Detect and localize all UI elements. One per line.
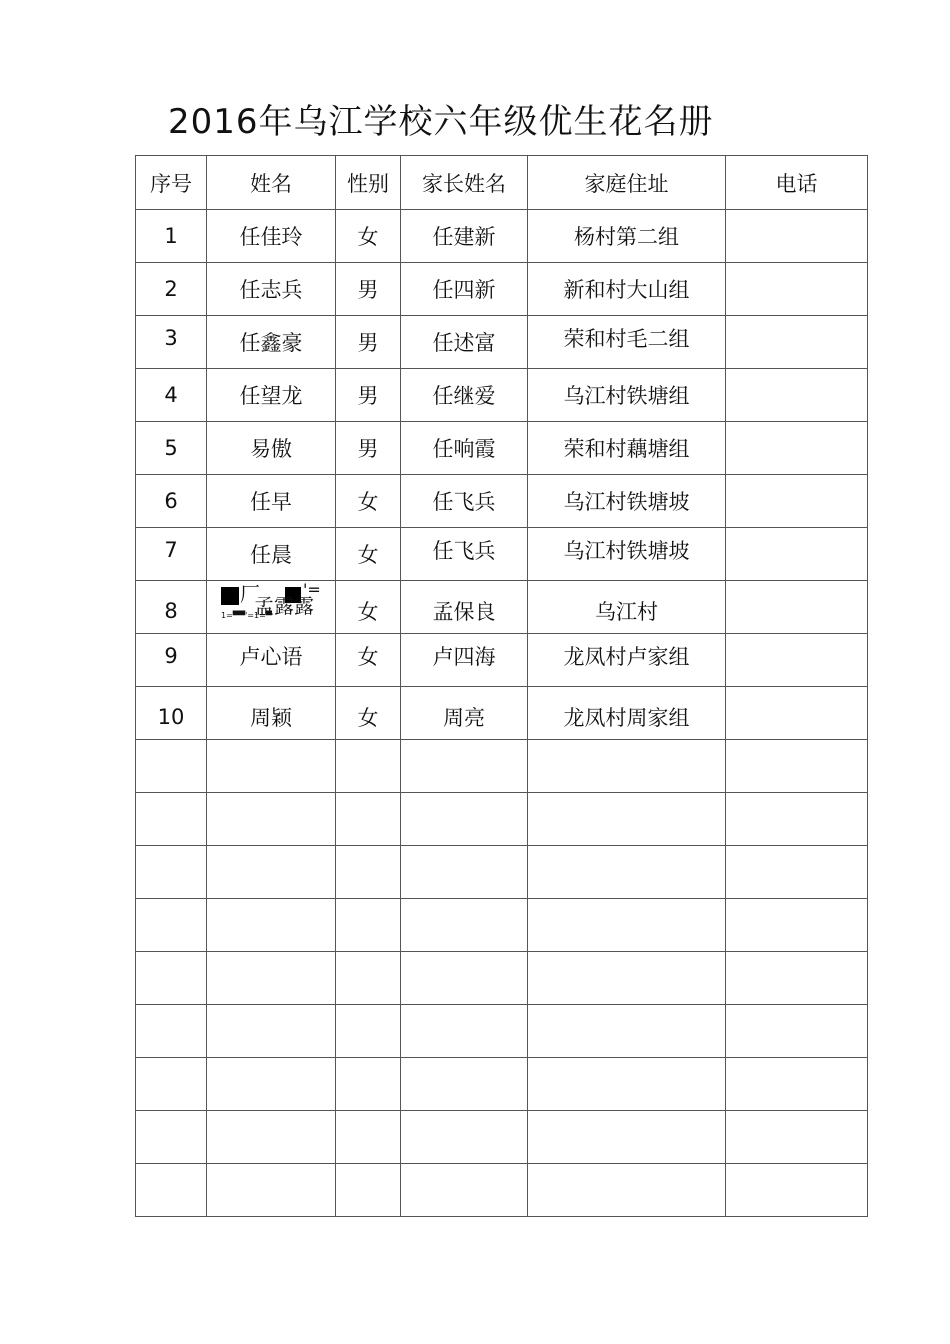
cell-parent-name: 任建新 [401,210,528,263]
empty-table-row [136,952,868,1005]
smudged-name-cell [216,580,326,625]
cell-parent-name: 任飞兵 [401,475,528,528]
cell-index: 4 [136,369,207,422]
cell-index: 2 [136,263,207,316]
cell-index: 9 [164,644,178,668]
cell-name: 孟露露 [254,593,314,618]
cell-address: 龙凤村卢家组 [563,645,690,669]
cell-phone [726,210,868,263]
empty-table-row [136,1111,868,1164]
header-index: 序号 [136,156,207,210]
empty-table-row [136,740,868,793]
cell-gender: 男 [336,263,401,316]
cell-index: 3 [164,326,178,350]
header-address: 家庭住址 [528,156,726,210]
cell-name: 任晨 [207,528,336,581]
cell-phone [726,316,868,369]
cell-gender: 女 [336,475,401,528]
cell-phone [726,422,868,475]
header-parent-name: 家长姓名 [401,156,528,210]
empty-table-row [136,1164,868,1217]
cell-phone [726,263,868,316]
table-row [136,581,868,634]
cell-phone [726,528,868,581]
cell-name: 任志兵 [207,263,336,316]
cell-name: 任佳玲 [207,210,336,263]
cell-gender: 男 [336,422,401,475]
cell-phone [726,581,868,634]
cell-name: 卢心语 [239,645,303,669]
cell-gender: 女 [336,210,401,263]
cell-phone [726,687,868,740]
table-row [136,422,868,475]
ink-blot-icon [221,587,239,605]
table-row [136,210,868,263]
table-row [136,475,868,528]
table-row [136,528,868,581]
ink-stroke-icon: '= [303,580,321,599]
cell-gender: 女 [357,600,379,624]
cell-parent-name: 任述富 [401,316,528,369]
cell-index: 8 [164,599,178,623]
cell-index: 1 [136,210,207,263]
table-header-row [136,156,868,210]
cell-index: 6 [136,475,207,528]
empty-table-row [136,899,868,952]
ink-stroke-icon: 厂 [240,581,260,606]
header-phone: 电话 [726,156,868,210]
cell-phone [726,475,868,528]
cell-address: 杨村第二组 [528,210,726,263]
cell-gender: 女 [357,706,379,730]
table-row [136,263,868,316]
cell-phone [726,634,868,687]
table-row [136,369,868,422]
cell-name: 任望龙 [207,369,336,422]
empty-table-row [136,793,868,846]
table-row [136,316,868,369]
scan-noise-icon: 1=▀▀'=1=▀ [221,610,272,620]
empty-table-row [136,1005,868,1058]
cell-address: 乌江村铁塘坡 [528,475,726,528]
cell-phone [726,369,868,422]
page-title: 2016年乌江学校六年级优生花名册 [168,102,714,142]
cell-parent-name: 孟保良 [432,600,496,624]
cell-address: 乌江村 [595,600,658,624]
cell-parent-name: 任四新 [401,263,528,316]
table-row [136,634,868,687]
cell-index: 5 [136,422,207,475]
cell-name: 周颖 [250,706,292,730]
header-gender: 性别 [336,156,401,210]
cell-index: 10 [157,705,185,729]
cell-address: 新和村大山组 [528,263,726,316]
header-name: 姓名 [207,156,336,210]
empty-table-row [136,1058,868,1111]
cell-gender: 男 [336,316,401,369]
cell-address: 荣和村藕塘组 [528,422,726,475]
table-row [136,687,868,740]
student-roster-table [135,155,868,1217]
cell-address: 乌江村铁塘坡 [563,539,690,563]
cell-name: 任早 [207,475,336,528]
cell-gender: 女 [336,528,401,581]
cell-parent-name: 任飞兵 [432,539,496,563]
cell-name: 任鑫豪 [207,316,336,369]
cell-address: 乌江村铁塘组 [528,369,726,422]
cell-address: 龙凤村周家组 [563,706,690,730]
cell-gender: 男 [336,369,401,422]
cell-parent-name: 周亮 [443,706,485,730]
cell-gender: 女 [357,645,379,669]
cell-address: 荣和村毛二组 [563,327,690,351]
cell-name: 易傲 [207,422,336,475]
cell-parent-name: 任响霞 [401,422,528,475]
cell-parent-name: 卢四海 [432,645,496,669]
empty-table-row [136,846,868,899]
cell-parent-name: 任继爱 [401,369,528,422]
cell-index: 7 [164,538,178,562]
